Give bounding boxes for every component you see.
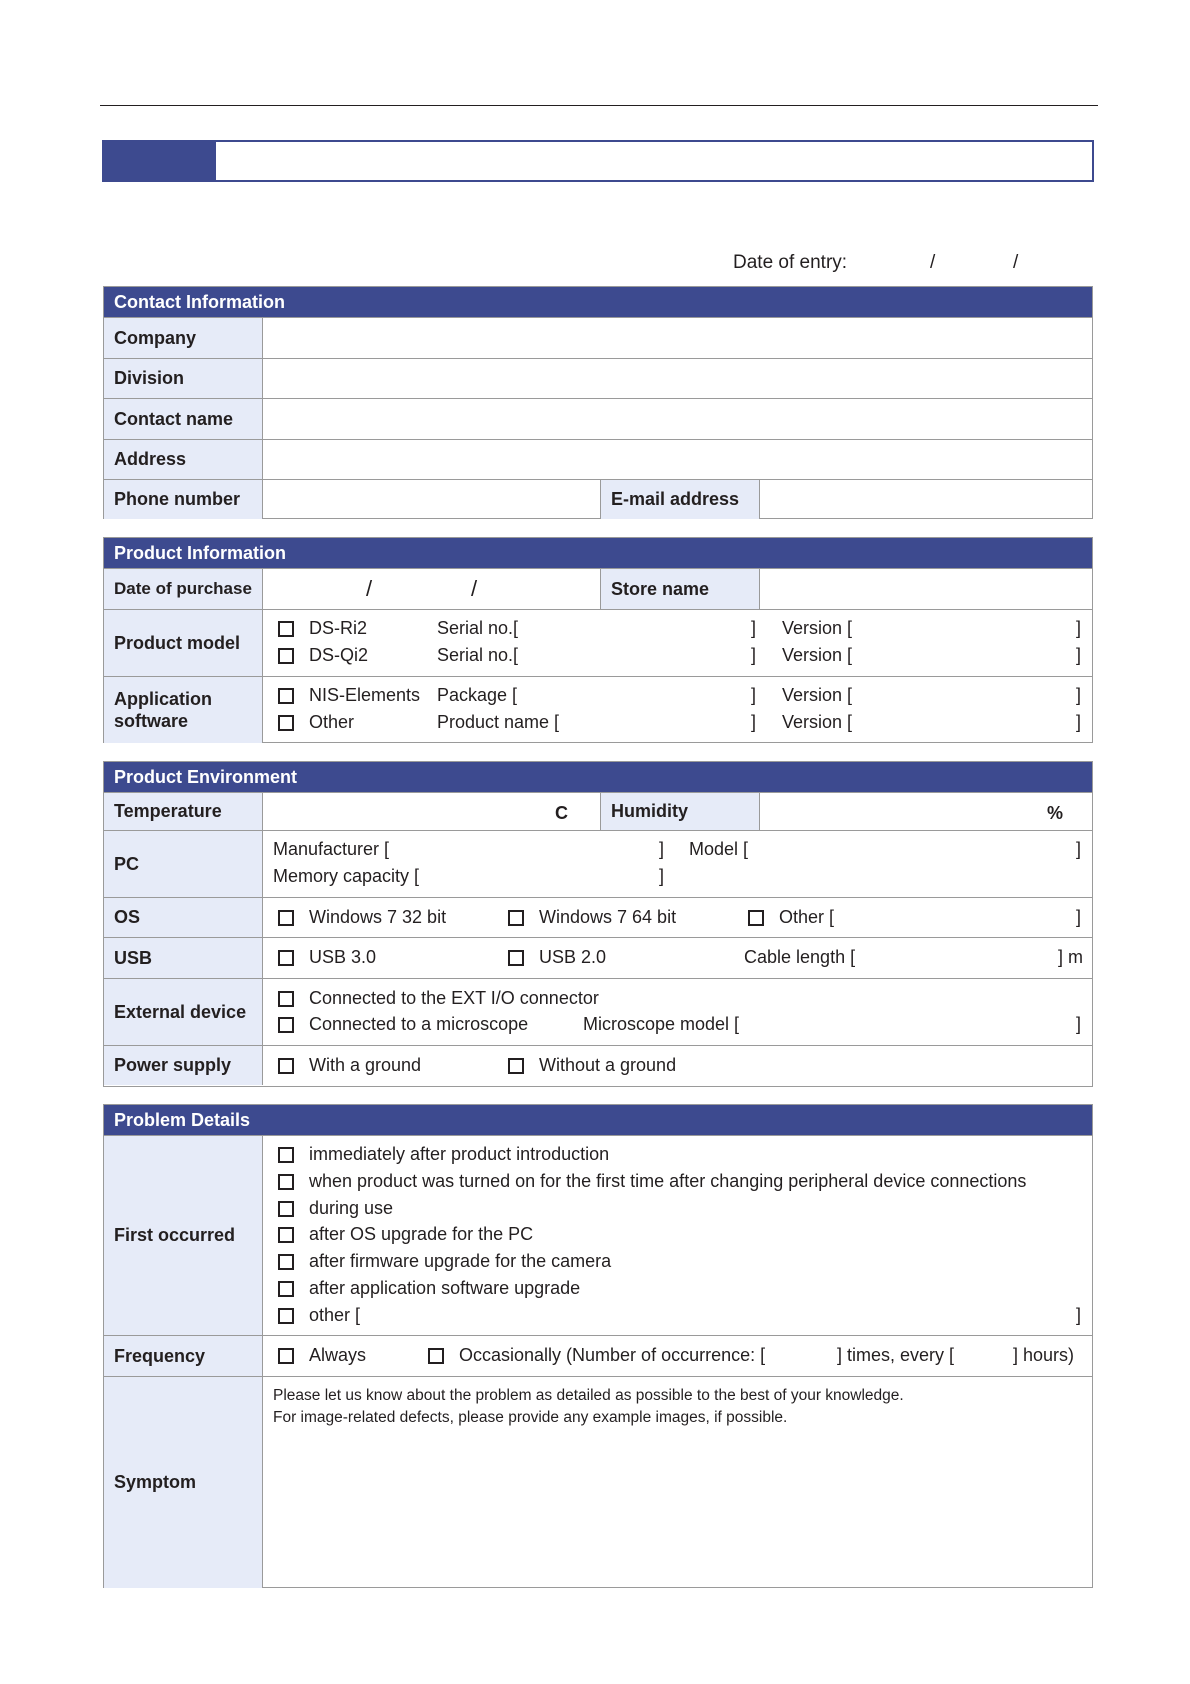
ext-option: Connected to the EXT I/O connector [309,988,599,1008]
close-bracket: ] [1076,685,1082,705]
usb-option: USB 2.0 [539,947,607,967]
app-name: Other [309,712,355,732]
os-label: OS [104,898,263,937]
pc-label: PC [104,831,263,897]
humidity-unit: % [1047,803,1064,823]
occurred-checkbox[interactable] [278,1201,294,1217]
win7-32-checkbox[interactable] [278,910,294,926]
company-label: Company [104,318,263,358]
product-model-row [104,609,1092,676]
symptom-note-1: Please let us know about the problem as detailed as possible to the best of your knowledge. [273,1387,904,1404]
power-option: Without a ground [539,1055,677,1075]
environment-section [103,761,1093,1087]
close-bracket: ] [1076,839,1082,859]
date-of-purchase-row[interactable] [104,568,1092,609]
purchase-slash-2: / [471,576,478,601]
product-section-title: Product Information [104,538,1092,568]
usb-label: USB [104,938,263,978]
close-bracket: ] [659,839,665,859]
close-bracket: ] [751,645,757,665]
package-label: Package [ [437,685,518,705]
close-bracket: ] [1076,645,1082,665]
top-rule [100,105,1098,106]
ext-option: Connected to a microscope [309,1014,529,1034]
title-bar-block [104,142,216,180]
symptom-note-2: For image-related defects, please provide any example images, if possible. [273,1409,788,1426]
division-label: Division [104,359,263,398]
usb-option: USB 3.0 [309,947,377,967]
power-supply-row [104,1045,1092,1085]
ext-io-checkbox[interactable] [278,991,294,1007]
power-supply-label: Power supply [104,1046,263,1085]
os-option: Windows 7 32 bit [309,907,447,927]
close-bracket: ] [1076,618,1082,638]
occurred-option: immediately after product introduction [309,1144,610,1164]
app-name: NIS-Elements [309,685,421,705]
phone-label: Phone number [104,480,263,519]
occurred-option: after firmware upgrade for the camera [309,1251,612,1271]
close-bracket: ] [1076,712,1082,732]
problem-section [103,1104,1093,1588]
os-option: Other [ [779,907,835,927]
close-bracket: ] [751,618,757,638]
product-section [103,537,1093,743]
model-name: DS-Qi2 [309,645,369,665]
email-label: E-mail address [600,480,760,519]
address-row[interactable] [104,439,1092,479]
with-ground-checkbox[interactable] [278,1058,294,1074]
temp-unit: C [555,803,568,823]
freq-hours: ] hours) [1013,1345,1075,1365]
external-device-row [104,978,1092,1045]
problem-section-title: Problem Details [104,1105,1092,1135]
ds-ri2-checkbox[interactable] [278,621,294,637]
usb3-checkbox[interactable] [278,950,294,966]
occasionally-checkbox[interactable] [428,1348,444,1364]
occurred-option: after application software upgrade [309,1278,581,1298]
date-of-purchase-label: Date of purchase [104,569,263,609]
cable-unit: ] m [1058,947,1083,967]
occurred-option: when product was turned on for the first time after changing peripheral device connections [309,1171,1027,1191]
date-of-entry-label: Date of entry: [733,252,848,273]
date-slash-1: / [930,252,936,273]
version-label: Version [ [782,618,853,638]
microscope-checkbox[interactable] [278,1017,294,1033]
close-bracket: ] [751,712,757,732]
occurred-checkbox[interactable] [278,1174,294,1190]
ds-qi2-checkbox[interactable] [278,648,294,664]
occurred-checkbox[interactable] [278,1254,294,1270]
phone-row[interactable] [104,479,1092,519]
contact-section-title: Contact Information [104,287,1092,317]
environment-section-title: Product Environment [104,762,1092,792]
freq-always: Always [309,1345,367,1365]
first-occurred-row [104,1135,1092,1335]
symptom-label: Symptom [104,1377,263,1588]
application-software-label [104,677,263,743]
contact-name-row[interactable] [104,398,1092,439]
win7-64-checkbox[interactable] [508,910,524,926]
model-name: DS-Ri2 [309,618,368,638]
occurred-checkbox[interactable] [278,1281,294,1297]
other-app-checkbox[interactable] [278,715,294,731]
version-label: Version [ [782,712,853,732]
contact-section [103,286,1093,519]
occurred-option: after OS upgrade for the PC [309,1224,534,1244]
always-checkbox[interactable] [278,1348,294,1364]
serial-label: Serial no.[ [437,645,519,665]
store-name-label: Store name [600,569,760,609]
frequency-row [104,1335,1092,1376]
contact-name-label: Contact name [104,399,263,439]
model-label: Model [ [689,839,749,859]
occurred-checkbox[interactable] [278,1147,294,1163]
close-bracket: ] [1076,907,1082,927]
close-bracket: ] [659,866,665,886]
title-bar [102,140,1094,182]
close-bracket: ] [1076,1014,1082,1034]
os-option: Windows 7 64 bit [539,907,677,927]
company-row[interactable] [104,317,1092,358]
os-row [104,897,1092,937]
application-software-row [104,676,1092,743]
frequency-label: Frequency [104,1336,263,1376]
usb2-checkbox[interactable] [508,950,524,966]
freq-occasionally: Occasionally (Number of occurrence: [ [459,1345,766,1365]
usb-row [104,937,1092,978]
purchase-slash-1: / [366,576,373,601]
external-device-label: External device [104,979,263,1045]
cable-length-label: Cable length [ [744,947,856,967]
symptom-row[interactable] [104,1376,1092,1588]
humidity-label: Humidity [600,793,760,830]
occurred-checkbox[interactable] [278,1227,294,1243]
date-slash-2: / [1013,252,1019,273]
memory-label: Memory capacity [ [273,866,420,886]
occurred-option: during use [309,1198,394,1218]
pc-row [104,830,1092,897]
freq-times: ] times, every [ [837,1345,955,1365]
product-name-label: Product name [ [437,712,560,732]
close-bracket: ] [1076,1305,1082,1325]
version-label: Version [ [782,645,853,665]
without-ground-checkbox[interactable] [508,1058,524,1074]
temperature-label: Temperature [104,793,263,830]
occurred-checkbox[interactable] [278,1308,294,1324]
manufacturer-label: Manufacturer [ [273,839,390,859]
application-software-label-line1: Application [114,689,212,709]
version-label: Version [ [782,685,853,705]
occurred-option: other [ [309,1305,361,1325]
nis-elements-checkbox[interactable] [278,688,294,704]
microscope-model-label: Microscope model [ [583,1014,740,1034]
serial-label: Serial no.[ [437,618,519,638]
temperature-row[interactable] [104,792,1092,830]
application-software-label-line2: software [114,711,189,731]
address-label: Address [104,440,263,479]
power-option: With a ground [309,1055,422,1075]
os-other-checkbox[interactable] [748,910,764,926]
division-row[interactable] [104,358,1092,398]
first-occurred-label: First occurred [104,1136,263,1335]
close-bracket: ] [751,685,757,705]
product-model-label: Product model [104,610,263,676]
